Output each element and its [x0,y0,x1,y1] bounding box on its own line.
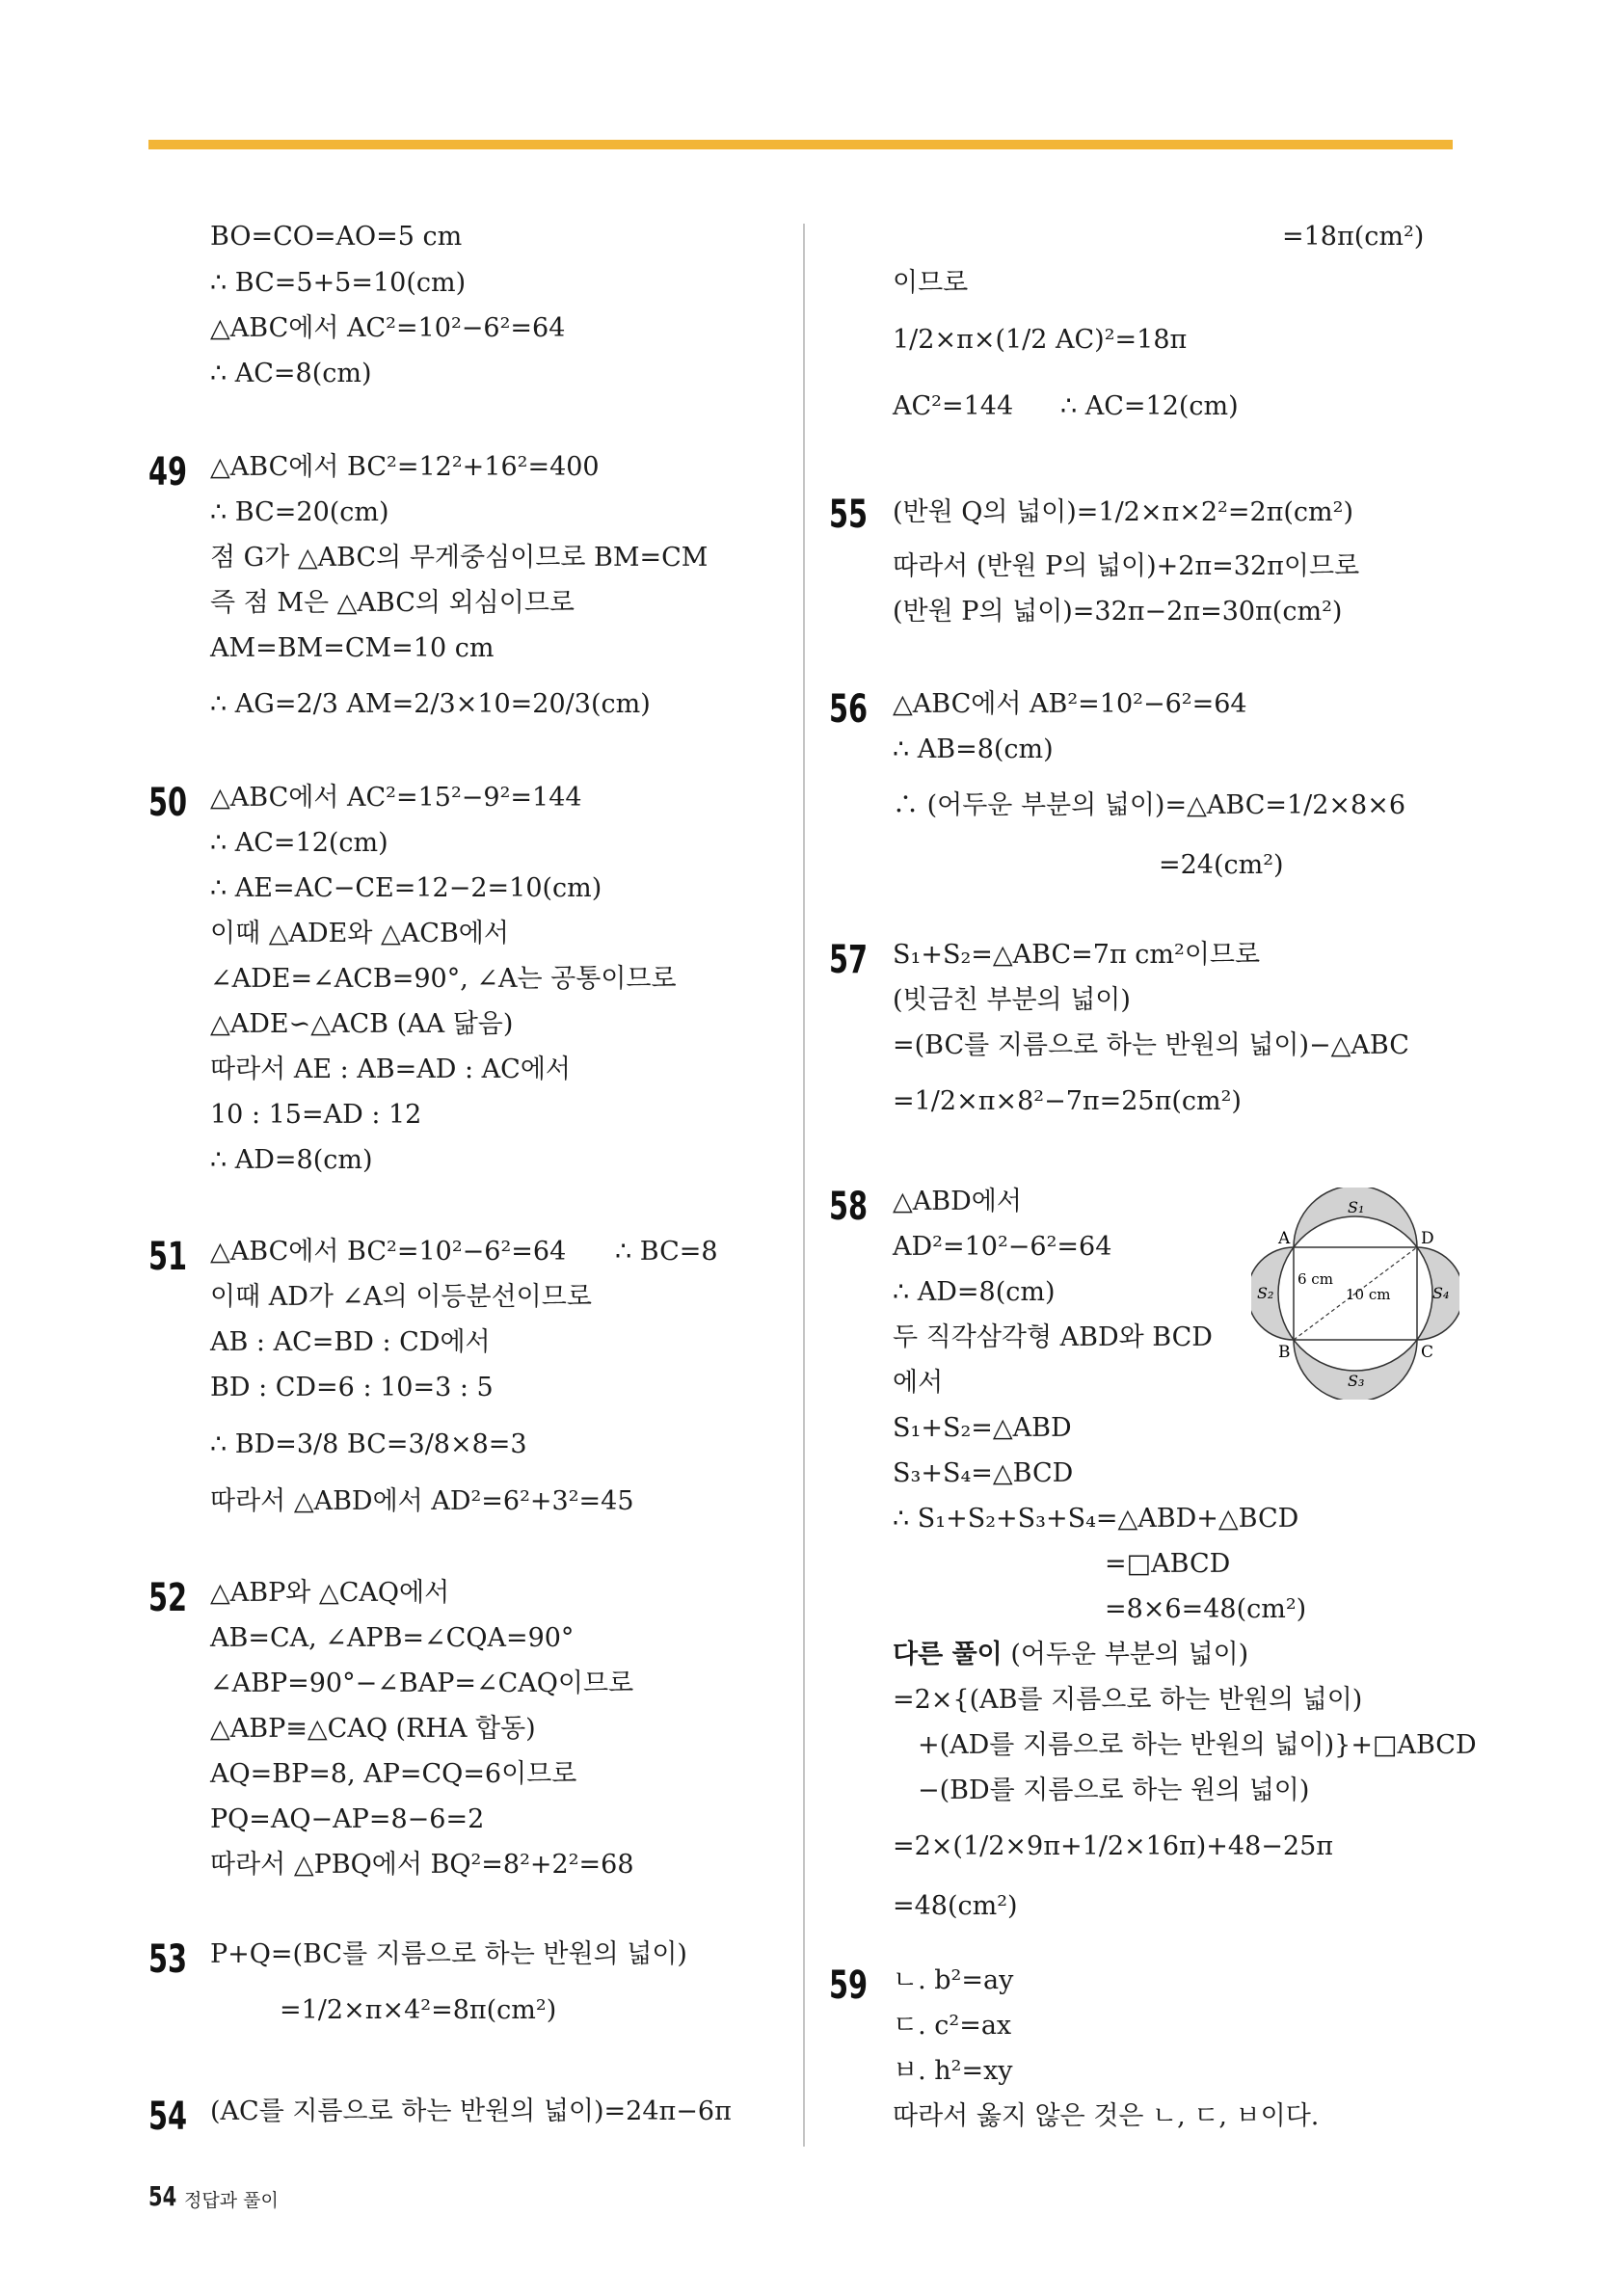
alt-solution-text: (어두운 부분의 넓이) [1010,1640,1249,1669]
q50-line-8: 10 : 15=AD : 12 [210,1100,422,1130]
q51-line-1b: ∴ BC=8 [615,1237,718,1267]
q58-alt-line-5: =2×(1/2×9π+1/2×16π)+48−25π [893,1831,1333,1861]
q50-line-3: ∴ AE=AC−CE=12−2=10(cm) [210,873,602,903]
q49-line-1: △ABC에서 BC²=12²+16²=400 [210,452,600,482]
q51-line-4: BD : CD=6 : 10=3 : 5 [210,1373,494,1402]
q54-line-2: =18π(cm²) [1282,222,1425,252]
q58-line-1: △ABD에서 [893,1187,1022,1216]
q52-line-3: ∠ABP=90°−∠BAP=∠CAQ이므로 [210,1669,634,1698]
q58-number: 58 [829,1185,869,1229]
q56-line-4: =24(cm²) [1159,850,1284,880]
q49-line-3: 점 G가 △ABC의 무게중심이므로 BM=CM [210,543,709,573]
q59-line-1: ㄴ. b²=ay [893,1965,1014,1995]
fig-label-s4: S₄ [1432,1284,1450,1302]
q50-line-5: ∠ADE=∠ACB=90°, ∠A는 공통이므로 [210,964,677,994]
q54-number: 54 [148,2095,188,2139]
q57-line-4: =1/2×π×8²−7π=25π(cm²) [893,1086,1242,1116]
q54-line-5: AC²=144 [893,391,1014,421]
q59-line-4: 따라서 옳지 않은 것은 ㄴ, ㄷ, ㅂ이다. [893,2101,1320,2131]
q58-alt-line-3: +(AD를 지름으로 하는 반원의 넓이)}+□ABCD [918,1730,1477,1760]
q49-number: 49 [148,450,188,494]
fig-label-a: A [1278,1229,1291,1248]
q56-number: 56 [829,687,869,732]
q56-line-1: △ABC에서 AB²=10²−6²=64 [893,689,1247,719]
q54-line-1: (AC를 지름으로 하는 반원의 넓이)=24π−6π [210,2096,732,2126]
q50-line-7: 따라서 AE : AB=AD : AC에서 [210,1055,571,1084]
q59-number: 59 [829,1963,869,2008]
page-number: 54 [148,2180,177,2212]
fig-label-s2: S₂ [1257,1284,1274,1302]
q58-line-3: ∴ AD=8(cm) [893,1277,1056,1307]
q53-number: 53 [148,1937,188,1982]
q52-line-2: AB=CA, ∠APB=∠CQA=90° [210,1623,575,1653]
q55-line-2: 따라서 (반원 P의 넓이)+2π=32π이므로 [893,551,1360,581]
q58-line-2: AD²=10²−6²=64 [893,1232,1112,1262]
q54-line-3: 이므로 [893,268,969,298]
q57-line-2: (빗금친 부분의 넓이) [893,985,1131,1015]
fig-label-c: C [1421,1343,1434,1362]
q58-alt-line-4: −(BD를 지름으로 하는 원의 넓이) [918,1775,1310,1805]
q58-line-8: ∴ S₁+S₂+S₃+S₄=△ABD+△BCD [893,1504,1299,1534]
footer-label: 정답과 풀이 [184,2190,279,2211]
q49-line-6: ∴ AG=2/3 AM=2/3×10=20/3(cm) [210,689,651,719]
q56-line-2: ∴ AB=8(cm) [893,734,1054,764]
q50-line-9: ∴ AD=8(cm) [210,1145,373,1175]
alt-solution-label: 다른 풀이 [893,1640,1003,1669]
q51-line-2: 이때 AD가 ∠A의 이등분선이므로 [210,1282,592,1312]
q54-line-5b: ∴ AC=12(cm) [1060,391,1239,421]
q58-alt-line-1 [893,1638,1248,1672]
header-accent-bar [148,140,1453,149]
q55-line-1: (반원 Q의 넓이)=1/2×π×2²=2π(cm²) [893,497,1354,527]
q50-line-4: 이때 △ADE와 △ACB에서 [210,919,509,948]
q50-number: 50 [148,781,188,825]
q50-line-2: ∴ AC=12(cm) [210,828,388,858]
fig-label-d: D [1421,1229,1434,1248]
q57-number: 57 [829,938,869,982]
fig-label-s1: S₁ [1348,1198,1365,1216]
fig-label-b: B [1278,1343,1291,1362]
q53-line-2: =1/2×π×4²=8π(cm²) [280,1995,557,2025]
fig-label-s3: S₃ [1348,1372,1365,1390]
q55-number: 55 [829,493,869,537]
q52-line-7: 따라서 △PBQ에서 BQ²=8²+2²=68 [210,1850,634,1880]
q58-alt-line-6: =48(cm²) [893,1891,1018,1921]
q54-line-4: 1/2×π×(1/2 AC)²=18π [893,325,1188,355]
q48-line-1: BO=CO=AO=5 cm [210,222,463,252]
q59-line-2: ㄷ. c²=ax [893,2011,1012,2041]
q56-line-3: ∴ (어두운 부분의 넓이)=△ABC=1/2×8×6 [893,790,1406,820]
q48-line-4: ∴ AC=8(cm) [210,359,372,388]
q52-line-5: AQ=BP=8, AP=CQ=6이므로 [210,1759,577,1789]
q58-line-7: S₃+S₄=△BCD [893,1458,1074,1488]
q58-line-5: 에서 [893,1368,944,1398]
q49-line-2: ∴ BC=20(cm) [210,497,389,527]
q59-line-3: ㅂ. h²=xy [893,2056,1013,2086]
q58-line-6: S₁+S₂=△ABD [893,1413,1072,1443]
q55-line-3: (반원 P의 넓이)=32π−2π=30π(cm²) [893,597,1343,627]
fig-length-6cm: 6 cm [1297,1270,1333,1288]
q53-line-1: P+Q=(BC를 지름으로 하는 반원의 넓이) [210,1939,687,1969]
q51-line-1: △ABC에서 BC²=10²−6²=64 [210,1237,567,1267]
q49-line-5: AM=BM=CM=10 cm [210,633,495,663]
column-divider [803,224,805,2147]
q50-line-1: △ABC에서 AC²=15²−9²=144 [210,783,582,813]
q49-line-4: 즉 점 M은 △ABC의 외심이므로 [210,588,575,618]
q51-line-6: 따라서 △ABD에서 AD²=6²+3²=45 [210,1486,634,1516]
q57-line-1: S₁+S₂=△ABC=7π cm²이므로 [893,940,1261,970]
q58-line-10: =8×6=48(cm²) [1105,1594,1307,1624]
q52-number: 52 [148,1576,188,1620]
q57-line-3: =(BC를 지름으로 하는 반원의 넓이)−△ABC [893,1030,1409,1060]
q51-line-3: AB : AC=BD : CD에서 [210,1327,491,1357]
q58-figure [1251,1188,1459,1400]
q58-alt-line-2: =2×{(AB를 지름으로 하는 반원의 넓이) [893,1685,1363,1715]
q58-line-9: =□ABCD [1105,1549,1231,1579]
q51-line-5: ∴ BD=3/8 BC=3/8×8=3 [210,1429,527,1459]
q48-line-3: △ABC에서 AC²=10²−6²=64 [210,313,566,343]
q48-line-2: ∴ BC=5+5=10(cm) [210,268,467,298]
q52-line-1: △ABP와 △CAQ에서 [210,1578,450,1608]
q52-line-6: PQ=AQ−AP=8−6=2 [210,1804,485,1834]
q50-line-6: △ADE∽△ACB (AA 닮음) [210,1009,514,1039]
q51-number: 51 [148,1235,188,1279]
q58-line-4: 두 직각삼각형 ABD와 BCD [893,1322,1213,1352]
fig-length-10cm: 10 cm [1346,1286,1391,1303]
q52-line-4: △ABP≡△CAQ (RHA 합동) [210,1714,536,1744]
